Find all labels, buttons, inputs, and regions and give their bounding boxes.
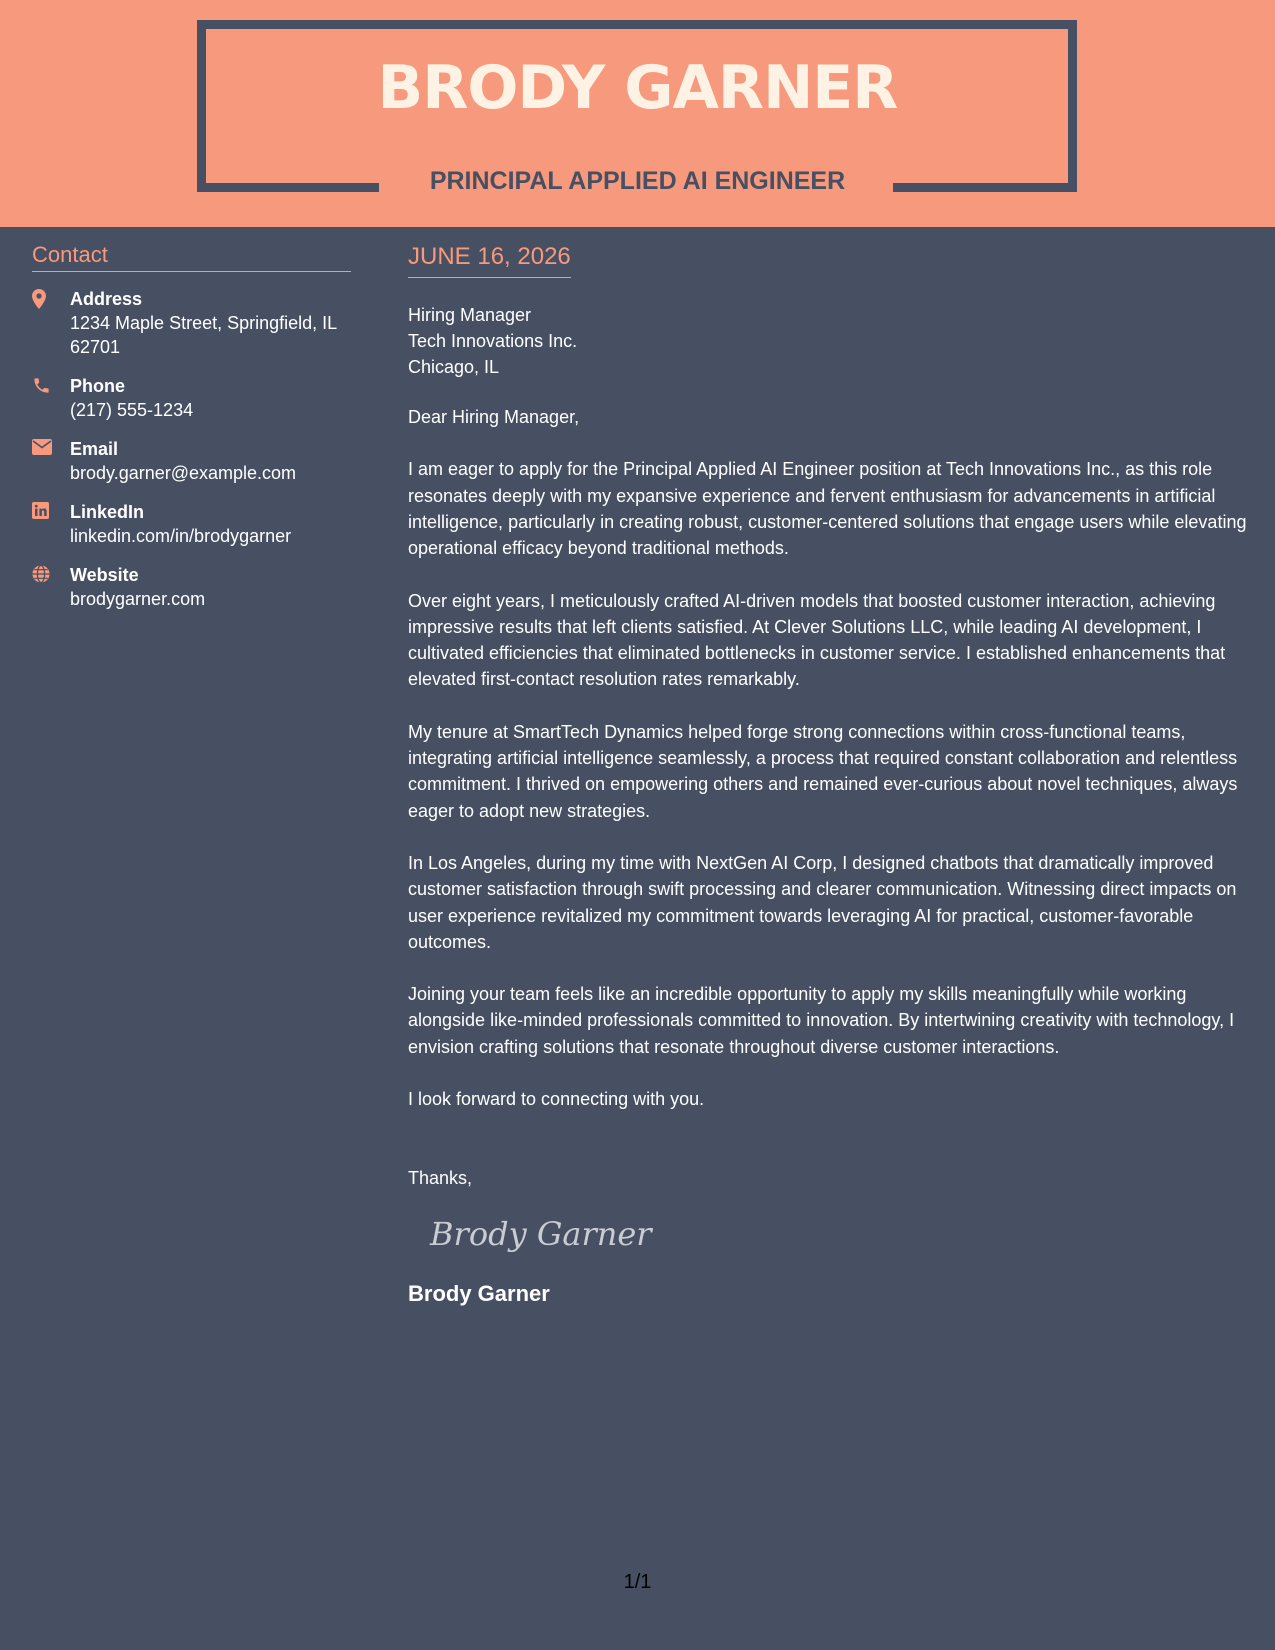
globe-icon <box>32 563 70 611</box>
body-paragraph: Joining your team feels like an incredible opportunity to apply my skills meaningfully while working alongside like-minded professionals committed to innovation. By intertwining creativity with technology, I envision crafting solutions that resonate throughout diverse customer interactions. <box>408 984 1235 1057</box>
contact-address <box>32 287 351 359</box>
contact-address-value: 1234 Maple Street, Springfield, IL 62701 <box>70 313 337 358</box>
recipient-line: Tech Innovations Inc. <box>408 331 578 352</box>
phone-icon <box>32 374 70 422</box>
letter-body <box>408 244 1255 1308</box>
header-banner <box>0 0 1275 227</box>
recipient-line: Chicago, IL <box>408 357 500 378</box>
contact-address-label: Address <box>70 289 143 310</box>
contact-phone <box>32 374 351 422</box>
contact-website-label: Website <box>70 565 139 586</box>
recipient-line: Hiring Manager <box>408 305 532 326</box>
body-paragraph: My tenure at SmartTech Dynamics helped forge strong connections within cross-functional teams, integrating artificial intelligence seamlessly, a process that required constant collaboration and relentless commitment. I thrived on empowering others and remained ever-curious about novel techniques, always eager to adopt new strategies. <box>408 721 1238 821</box>
contact-email <box>32 437 351 485</box>
contact-linkedin <box>32 500 351 548</box>
page-number: 1/1 <box>623 1571 652 1593</box>
signed-name: Brody Garner <box>408 1281 550 1307</box>
applicant-name: BRODY GARNER <box>377 53 898 123</box>
contact-email-label: Email <box>70 439 119 460</box>
contact-email-value: brody.garner@example.com <box>70 463 297 484</box>
contact-sidebar <box>32 242 351 611</box>
sign-off: Thanks, <box>408 1168 473 1189</box>
contact-linkedin-value[interactable]: linkedin.com/in/brodygarner <box>70 526 292 547</box>
contact-phone-value: (217) 555-1234 <box>70 400 194 421</box>
contact-linkedin-label: LinkedIn <box>70 502 145 523</box>
contact-heading: Contact <box>32 242 351 272</box>
body-paragraph: I am eager to apply for the Principal Applied AI Engineer position at Tech Innovations Inc., as this role resonates deeply with my expansive experience and fervent enthusiasm for advancements in artificial intelligence, particularly in creating robust, customer-centered solutions that engage users while elevating operational efficacy beyond traditional methods. <box>408 459 1247 559</box>
contact-phone-label: Phone <box>70 376 126 397</box>
contact-website-value[interactable]: brodygarner.com <box>70 589 206 610</box>
job-title: PRINCIPAL APPLIED AI ENGINEER <box>429 167 846 195</box>
closing-line: I look forward to connecting with you. <box>408 1089 705 1110</box>
contact-website <box>32 563 351 611</box>
recipient-block <box>408 302 1255 380</box>
handwritten-signature: Brody Garner <box>430 1215 652 1254</box>
map-pin-icon <box>32 287 70 359</box>
body-paragraph: In Los Angeles, during my time with NextGen AI Corp, I designed chatbots that dramatically improved customer satisfaction through swift processing and clearer communication. Witnessing direct impacts on user experience revitalized my commitment towards leveraging AI for practical, customer-favorable outcomes. <box>408 852 1237 952</box>
envelope-icon <box>32 437 70 485</box>
letter-date: JUNE 16, 2026 <box>408 244 571 278</box>
body-paragraph: Over eight years, I meticulously crafted AI-driven models that boosted customer interaction, achieving impressive results that left clients satisfied. At Clever Solutions LLC, while leading AI development, I cultivated efficiencies that eliminated bottlenecks in customer service. I established enhancements that elevated first-contact resolution rates remarkably. <box>408 590 1226 690</box>
salutation: Dear Hiring Manager, <box>408 407 580 428</box>
linkedin-icon <box>32 500 70 548</box>
